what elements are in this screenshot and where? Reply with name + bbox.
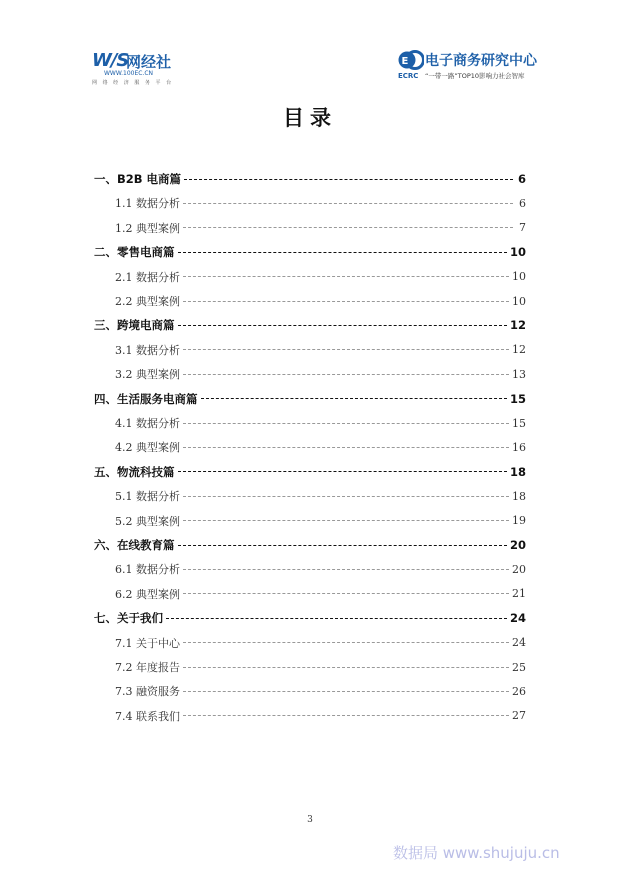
toc-entry-page: 20 <box>512 562 526 576</box>
toc-section[interactable] <box>94 243 526 261</box>
toc-section[interactable] <box>94 390 526 408</box>
toc-entry-page: 24 <box>512 636 526 650</box>
toc-subsection[interactable] <box>94 487 526 505</box>
logo-url: WWW.100EC.CN <box>104 70 154 77</box>
toc-leader <box>183 691 509 692</box>
toc-leader <box>183 203 513 204</box>
toc-section[interactable] <box>94 463 526 481</box>
toc-leader <box>183 569 509 570</box>
toc-subsection[interactable] <box>94 707 526 725</box>
toc-entry-page: 25 <box>512 660 526 674</box>
toc-leader <box>183 642 509 643</box>
toc-subsection[interactable] <box>94 292 526 310</box>
toc-entry-page: 13 <box>512 367 526 381</box>
toc-leader <box>183 667 509 668</box>
toc-entry-page: 21 <box>512 587 526 601</box>
toc-entry-label: 6.1 数据分析 <box>115 563 180 577</box>
toc-entry-page: 6 <box>519 196 526 210</box>
svg-text:E: E <box>401 56 409 67</box>
toc-entry-page: 19 <box>512 514 526 528</box>
toc-entry-label: 4.1 数据分析 <box>115 417 180 430</box>
toc-subsection[interactable] <box>94 341 526 359</box>
toc-leader <box>183 715 509 716</box>
toc-leader <box>183 374 509 375</box>
toc-entry-label: 二、零售电商篇 <box>94 245 175 260</box>
logo-mark: W/S <box>92 50 129 71</box>
ecrc-title: 电子商务研究中心 <box>425 53 537 69</box>
toc-entry-page: 15 <box>509 391 526 406</box>
toc-entry-page: 6 <box>517 172 526 186</box>
toc-leader <box>183 520 509 521</box>
toc-subsection[interactable] <box>94 560 526 578</box>
toc-subsection[interactable] <box>94 268 526 286</box>
toc-entry-label: 3.1 数据分析 <box>115 343 180 357</box>
toc-leader <box>183 496 509 497</box>
toc-entry-page: 12 <box>512 343 526 357</box>
logo-tagline: 网 络 经 济 服 务 平 台 <box>92 80 174 86</box>
toc-entry-label: 7.2 年度报告 <box>115 661 180 674</box>
toc-subsection[interactable] <box>94 634 526 652</box>
toc-subsection[interactable] <box>94 438 526 456</box>
ec-badge-icon <box>398 50 424 70</box>
toc-leader <box>183 447 509 448</box>
logo-name: 网经社 <box>126 53 172 71</box>
toc-section[interactable] <box>94 536 526 554</box>
toc-entry-page: 18 <box>512 489 526 503</box>
ecrc-abbr: ECRC <box>398 72 419 80</box>
toc-leader <box>183 227 513 228</box>
toc-section[interactable] <box>94 170 526 188</box>
toc-title: 目录 <box>283 106 337 130</box>
toc-leader <box>178 471 507 472</box>
toc-entry-label: 五、物流科技篇 <box>94 464 175 479</box>
toc-entry-page: 20 <box>509 538 526 552</box>
toc-entry-label: 6.2 典型案例 <box>115 587 180 601</box>
toc-leader <box>183 301 509 302</box>
toc-entry-page: 24 <box>509 611 526 626</box>
toc-subsection[interactable] <box>94 365 526 383</box>
toc-leader <box>183 276 509 277</box>
toc-leader <box>183 349 509 350</box>
page-number: 3 <box>307 815 313 825</box>
toc-leader <box>178 252 507 253</box>
toc-entry-label: 四、生活服务电商篇 <box>94 391 198 406</box>
wangjingshe-logo <box>92 50 192 84</box>
toc-entry-label: 六、在线教育篇 <box>94 538 175 552</box>
toc-subsection[interactable] <box>94 219 526 237</box>
toc-entry-label: 5.2 典型案例 <box>115 514 180 528</box>
toc-subsection[interactable] <box>94 512 526 530</box>
toc-entry-label: 2.1 数据分析 <box>115 270 180 284</box>
watermark: 数据局 www.shujuju.cn <box>393 844 560 862</box>
toc-entry-page: 18 <box>509 464 526 479</box>
toc-entry-page: 26 <box>512 684 526 698</box>
toc-entry-label: 3.2 典型案例 <box>115 368 180 382</box>
toc-leader <box>184 179 513 180</box>
toc-section[interactable] <box>94 609 526 627</box>
toc-entry-page: 7 <box>519 221 526 235</box>
toc-entry-label: 七、关于我们 <box>94 611 163 626</box>
toc-entry-label: 2.2 典型案例 <box>115 295 180 308</box>
toc-subsection[interactable] <box>94 194 526 212</box>
toc-leader <box>178 545 507 546</box>
toc-leader <box>183 593 509 594</box>
toc-entry-label: 7.1 关于中心 <box>115 636 180 650</box>
toc-subsection[interactable] <box>94 682 526 700</box>
toc-entry-label: 1.1 数据分析 <box>115 197 180 211</box>
toc-entry-label: 7.4 联系我们 <box>115 709 180 723</box>
toc-entry-label: 4.2 典型案例 <box>115 441 180 455</box>
toc-entry-page: 10 <box>509 245 526 260</box>
toc-entry-label: 7.3 融资服务 <box>115 685 180 699</box>
ecrc-logo <box>398 50 537 80</box>
toc-subsection[interactable] <box>94 658 526 676</box>
toc-leader <box>178 325 507 326</box>
toc-entry-page: 15 <box>512 416 526 430</box>
toc-entry-label: 一、B2B 电商篇 <box>94 172 182 186</box>
toc-entry-label: 三、跨境电商篇 <box>94 318 175 333</box>
toc-entry-page: 16 <box>512 440 526 454</box>
toc-leader <box>166 618 507 619</box>
toc-subsection[interactable] <box>94 414 526 432</box>
toc-subsection[interactable] <box>94 585 526 603</box>
toc-entry-label: 1.2 典型案例 <box>115 221 180 235</box>
toc-leader <box>201 398 507 399</box>
toc-entry-page: 27 <box>512 709 526 723</box>
toc-entry-page: 10 <box>512 270 526 284</box>
toc-entry-page: 12 <box>509 318 526 333</box>
ecrc-slogan: “一带一路”TOP10影响力社会智库 <box>425 72 525 80</box>
toc-section[interactable] <box>94 316 526 334</box>
toc-entry-page: 10 <box>512 294 526 308</box>
toc-entry-label: 5.1 数据分析 <box>115 490 180 504</box>
toc-leader <box>183 423 509 424</box>
